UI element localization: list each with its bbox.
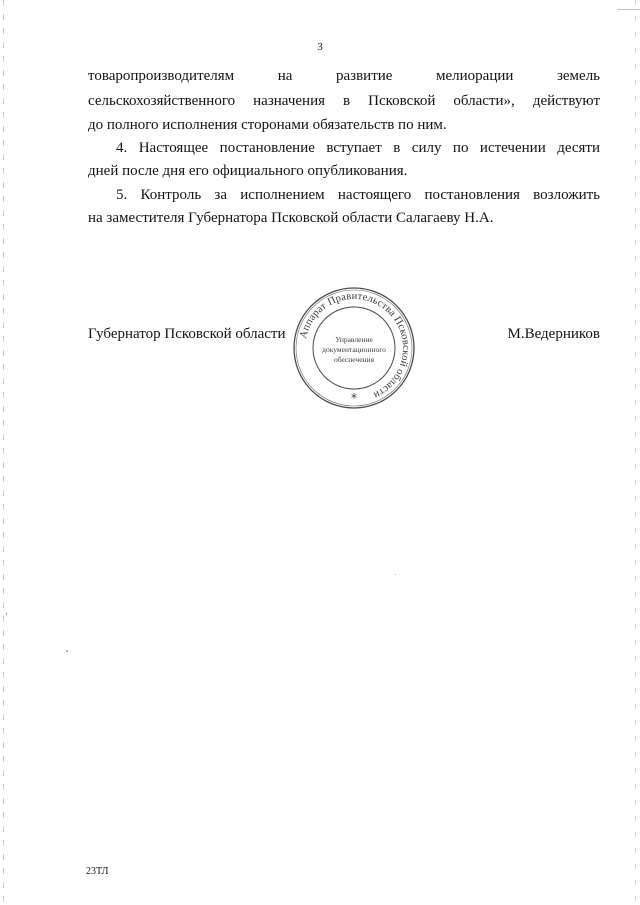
body-line-1-word: развитие (336, 68, 393, 84)
body-line-1-word: мелиорации (436, 68, 514, 84)
scan-speck (395, 574, 396, 575)
stamp-outer-text: Аппарат Правительства Псковской области (297, 290, 412, 401)
body-line-1-word: на (277, 68, 293, 84)
body-line-3: до полного исполнения сторонами обязательств по ним. (88, 117, 447, 133)
signature-name: М.Ведерников (507, 326, 600, 342)
stamp-inner-line-3: обеспечения (333, 355, 375, 364)
footer-code: 23ТЛ (86, 866, 109, 877)
scan-speck (6, 612, 7, 615)
stamp-inner-line-1: Управление (335, 335, 373, 344)
stamp-star-icon: * (351, 391, 357, 405)
paragraph-4-line-1: 4. Настоящее постановление вступает в силу по истечении десяти (116, 140, 600, 156)
body-line-1-word: земель (556, 68, 600, 84)
scan-edge-left (3, 0, 4, 905)
official-stamp (292, 286, 416, 410)
body-line-1 (88, 67, 600, 85)
body-line-2: сельскохозяйственного назначения в Псковской области», действуют (88, 93, 600, 109)
body-line-1-word: товаропроизводителям (88, 68, 235, 84)
paragraph-5-line-1: 5. Контроль за исполнением настоящего постановления возложить (116, 187, 600, 203)
stamp-inner-line-2: документационного (322, 345, 386, 354)
page-number: 3 (317, 41, 323, 53)
scan-edge-right (635, 0, 636, 905)
paragraph-5-line-2: на заместителя Губернатора Псковской области Салагаеву Н.А. (88, 210, 494, 226)
signature-title: Губернатор Псковской области (88, 326, 286, 342)
paragraph-4-line-2: дней после дня его официального опубликования. (88, 163, 408, 179)
scan-speck (66, 650, 68, 652)
scan-corner-mark (618, 0, 640, 10)
